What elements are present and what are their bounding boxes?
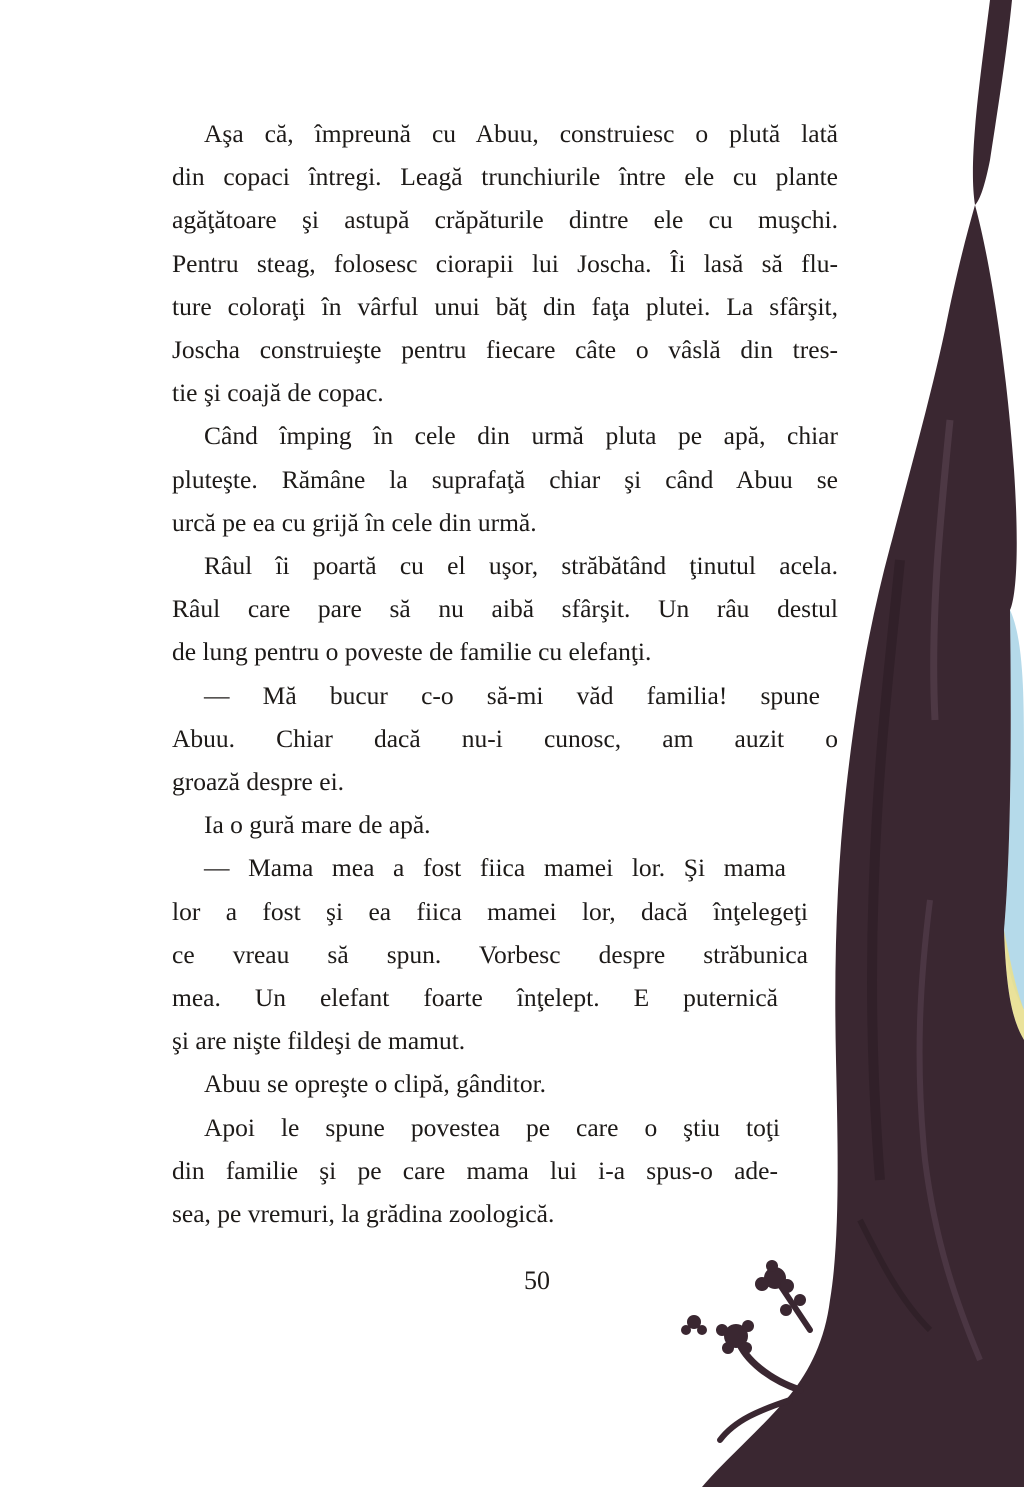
text-line: tie şi coajă de copac.: [172, 378, 384, 408]
flower-cluster-3: [681, 1315, 707, 1335]
text-line: Abuu se opreşte o clipă, gânditor.: [204, 1069, 547, 1099]
text-line: sea, pe vremuri, la grădina zoologică.: [172, 1199, 555, 1229]
page-number: 50: [524, 1266, 550, 1295]
text-line: şi are nişte fildeşi de mamut.: [172, 1026, 466, 1056]
text-line: Ia o gură mare de apă.: [204, 810, 431, 840]
text-line: agăţătoare şi astupă crăpăturile dintre ele cu muşchi.: [172, 205, 838, 235]
text-line: Apoi le spune povestea pe care o ştiu toţi: [204, 1112, 780, 1142]
text-line: de lung pentru o poveste de familie cu elefanţi.: [172, 637, 652, 667]
text-line: Râul care pare să nu aibă sfârşit. Un râu destul: [172, 594, 838, 624]
text-line: Abuu. Chiar dacă nu-i cunosc, am auzit o: [172, 723, 838, 753]
text-line: pluteşte. Rămâne la suprafaţă chiar şi când Abuu se: [172, 464, 838, 494]
text-line: Joscha construieşte pentru fiecare câte o vâslă din tres-: [172, 335, 838, 365]
flower-cluster-2: [716, 1320, 754, 1354]
text-line: din familie şi pe care mama lui i-a spus-o ade-: [172, 1155, 778, 1185]
tree-branch: [973, 0, 1012, 205]
text-line: Aşa că, împreună cu Abuu, construiesc o plută lată: [204, 119, 838, 148]
text-line: Râul îi poartă cu el uşor, străbătând ţinutul acela.: [204, 551, 838, 581]
text-line: ture coloraţi în vârful unui băţ din faţa plutei. La sfârşit,: [172, 291, 838, 321]
text-line: groază despre ei.: [172, 767, 345, 797]
story-text: [172, 112, 838, 1235]
text-line: din copaci întregi. Leagă trunchiurile între ele cu plante: [172, 162, 838, 192]
text-line: ce vreau să spun. Vorbesc despre străbunica: [172, 939, 808, 969]
text-line: mea. Un elefant foarte înţelept. E puternică: [172, 983, 778, 1013]
text-line: — Mă bucur c-o să-mi văd familia! spune: [204, 680, 820, 710]
text-line: lor a fost şi ea fiica mamei lor, dacă înţelegeţi: [172, 896, 808, 926]
text-line: — Mama mea a fost fiica mamei lor. Şi mama: [204, 853, 786, 883]
text-line: Când împing în cele din urmă pluta pe apă, chiar: [204, 421, 838, 451]
text-line: urcă pe ea cu grijă în cele din urmă.: [172, 507, 537, 537]
text-line: Pentru steag, folosesc ciorapii lui Joscha. Îi lasă să flu-: [172, 248, 838, 278]
